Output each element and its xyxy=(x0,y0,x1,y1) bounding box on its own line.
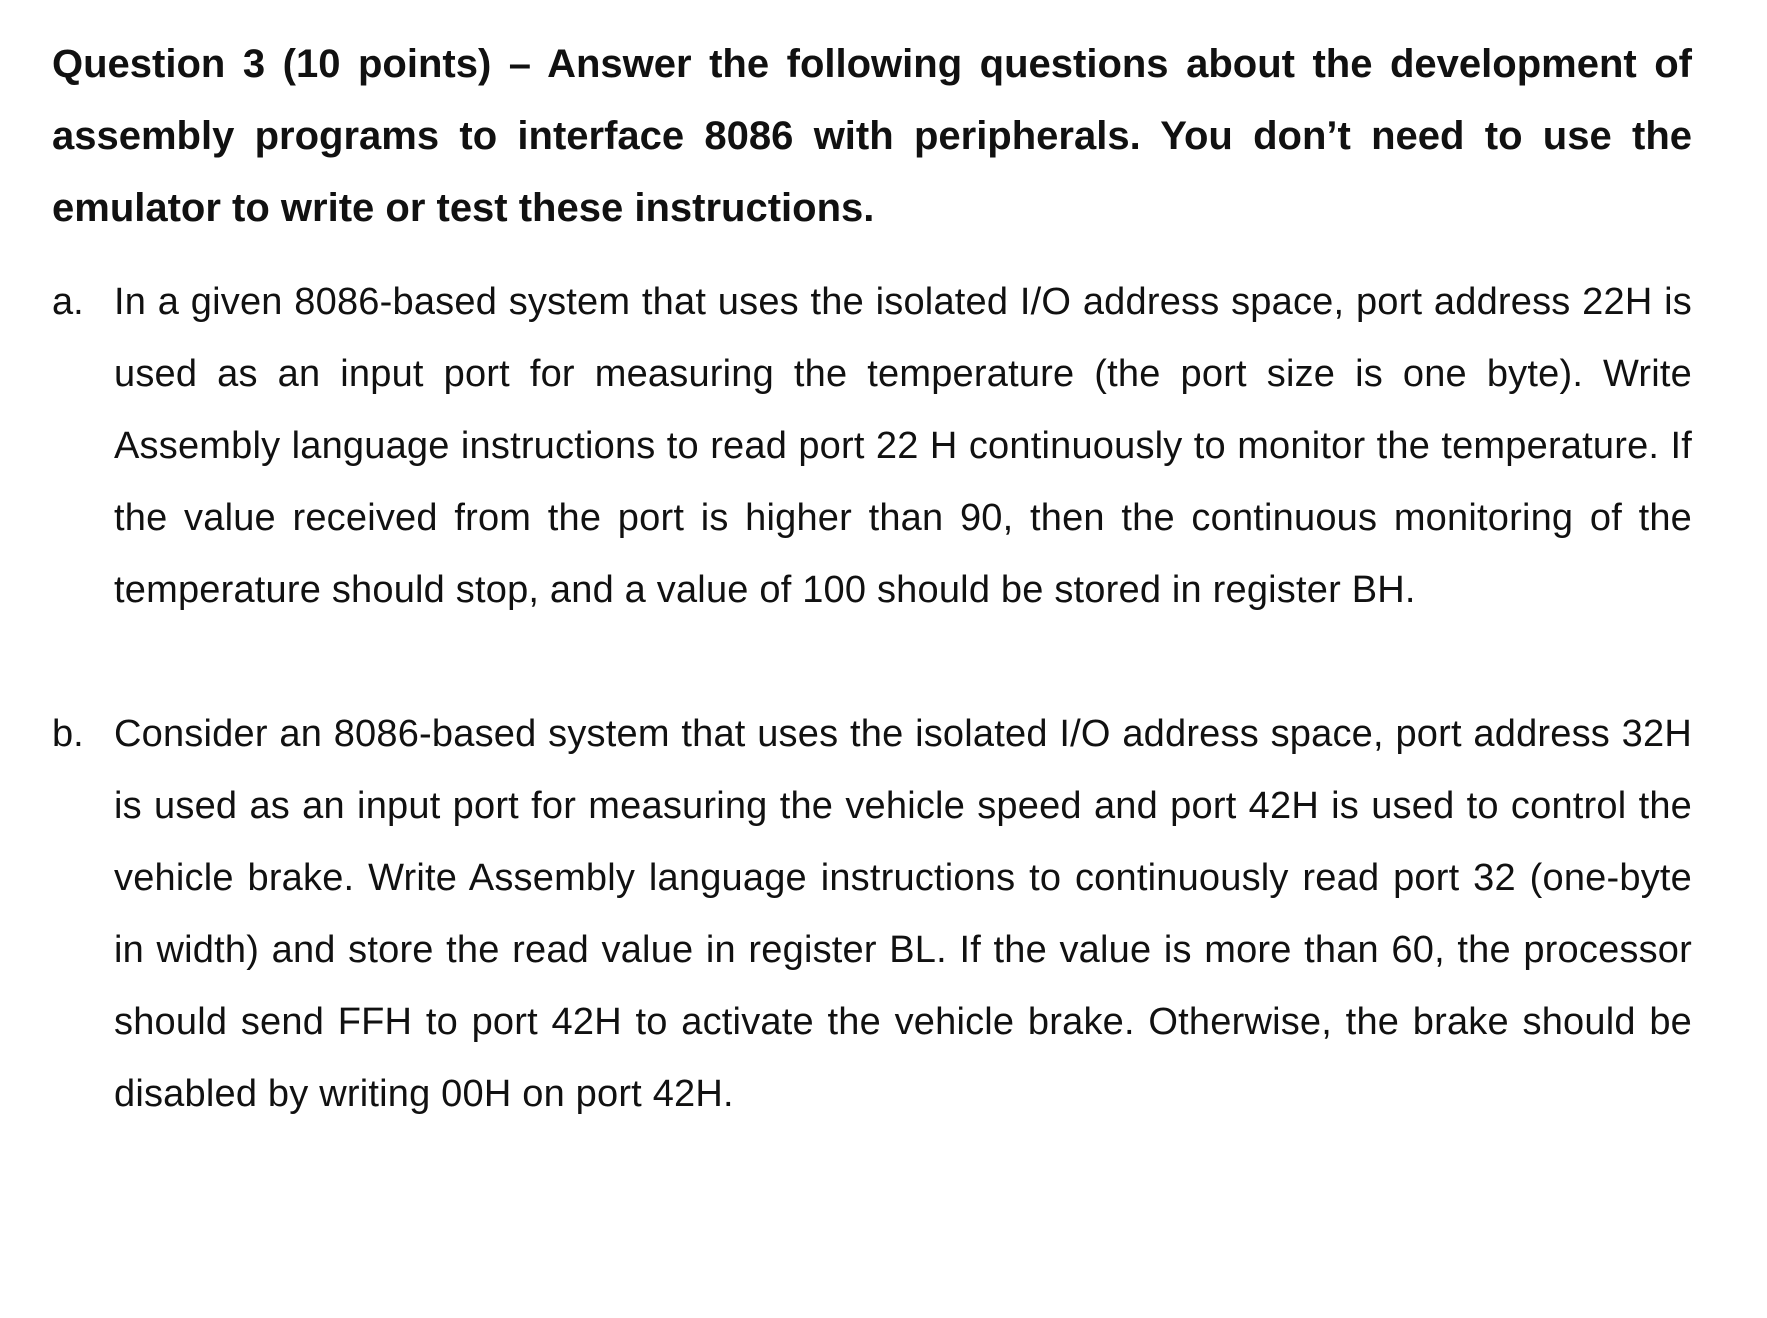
part-text: Consider an 8086-based system that uses the isolated I/O address space, port address 32H is used as an input port for measuring the vehicle speed and port 42H is used to control the vehicle brake. Write Assembly language instructions to continuously read port 32 (one-byte in width) and store the read value in register BL. If the value is more than 60, the processor should send FFH to port 42H to activate the vehicle brake. Otherwise, the brake should be disabled by writing 00H on port 42H. xyxy=(114,713,1692,1115)
part-marker: a. xyxy=(52,281,84,323)
document-page xyxy=(52,28,1692,1130)
part-text: In a given 8086-based system that uses the isolated I/O address space, port address 22H is used as an input port for measuring the temperature (the port size is one byte). Write Assembly language instructions to read port 22 H continuously to monitor the temperature. If the value received from the port is higher than 90, then the continuous monitoring of the temperature should stop, and a value of 100 should be stored in register BH. xyxy=(114,281,1692,611)
question-parts-list xyxy=(52,266,1692,1130)
question-part-a xyxy=(52,266,1692,626)
question-title: Question 3 (10 points) – Answer the following questions about the development of assembly programs to interface 8086 with peripherals. You don’t need to use the emulator to write or test these instructions. xyxy=(52,42,1692,230)
part-marker: b. xyxy=(52,713,84,755)
question-part-b xyxy=(52,698,1692,1130)
